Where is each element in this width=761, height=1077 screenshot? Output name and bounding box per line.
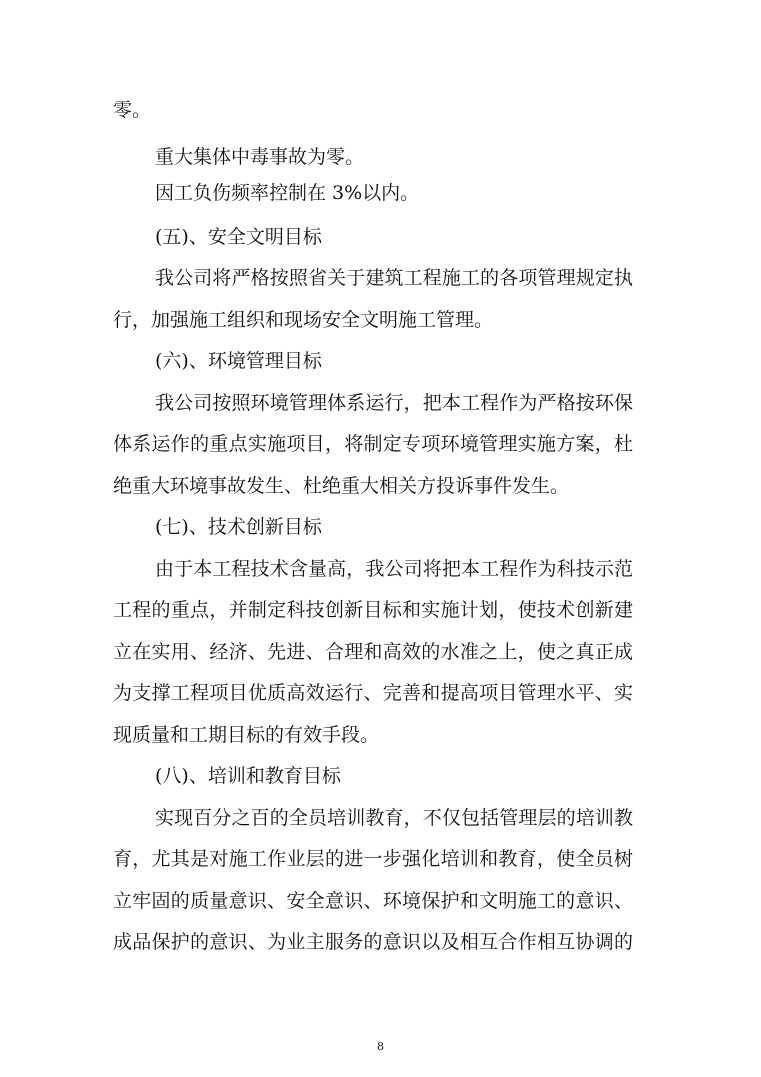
section-heading-5: (五)、安全文明目标 <box>155 226 322 248</box>
section-heading-8: (八)、培训和教育目标 <box>155 765 341 787</box>
text-line-3: 因工负伤频率控制在 3%以内。 <box>155 182 420 204</box>
section-heading-7: (七)、技术创新目标 <box>155 516 322 538</box>
text-line-14: 立在实用、经济、先进、合理和高效的水准之上，使之真正成 <box>113 641 633 663</box>
text-line-6: 行，加强施工组织和现场安全文明施工管理。 <box>113 309 494 331</box>
text-line-18: 实现百分之百的全员培训教育，不仅包括管理层的培训教 <box>155 807 633 829</box>
text-line-21: 成品保护的意识、为业主服务的意识以及相互合作相互协调的 <box>113 931 633 953</box>
text-line-10: 绝重大环境事故发生、杜绝重大相关方投诉事件发生。 <box>113 475 570 497</box>
text-line-5: 我公司将严格按照省关于建筑工程施工的各项管理规定执 <box>155 267 633 289</box>
text-line-2: 重大集体中毒事故为零。 <box>155 146 365 168</box>
text-line-8: 我公司按照环境管理体系运行，把本工程作为严格按环保 <box>155 392 633 414</box>
text-line-20: 立牢固的质量意识、安全意识、环境保护和文明施工的意识、 <box>113 890 633 912</box>
text-line-13: 工程的重点，并制定科技创新目标和实施计划，使技术创新建 <box>113 599 633 621</box>
section-heading-6: (六)、环境管理目标 <box>155 350 322 372</box>
text-line-15: 为支撑工程项目优质高效运行、完善和提高项目管理水平、实 <box>113 682 633 704</box>
text-line-9: 体系运作的重点实施项目，将制定专项环境管理实施方案，杜 <box>113 433 633 455</box>
text-line-1: 零。 <box>113 99 152 121</box>
text-line-16: 现质量和工期目标的有效手段。 <box>113 724 380 746</box>
page-number: 8 <box>377 1040 384 1053</box>
text-line-12: 由于本工程技术含量高，我公司将把本工程作为科技示范 <box>155 558 633 580</box>
text-line-19: 育，尤其是对施工作业层的进一步强化培训和教育，使全员树 <box>113 848 633 870</box>
